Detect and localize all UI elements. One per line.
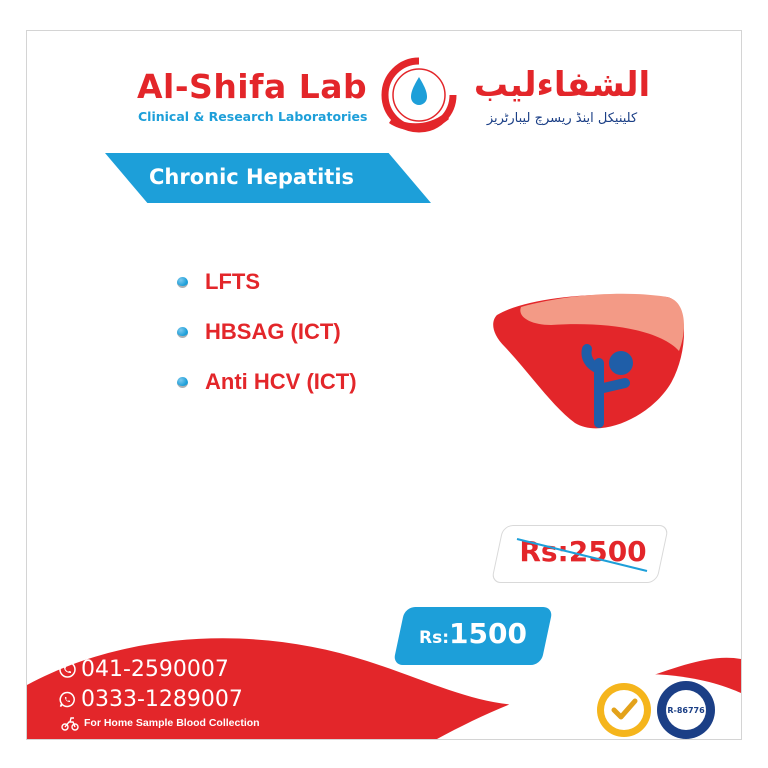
test-label: LFTS — [205, 269, 260, 294]
bullet-icon — [177, 327, 188, 338]
healthcare-commission-seal-icon — [655, 679, 717, 740]
panel-title: Chronic Hepatitis — [149, 165, 355, 189]
home-collection-note — [61, 715, 260, 731]
home-collection-text: For Home Sample Blood Collection — [84, 717, 260, 729]
phone-icon — [59, 661, 76, 678]
quality-assurance-badge-icon — [595, 681, 653, 739]
drop-in-hand-logo-icon — [379, 55, 459, 139]
registration-number: R-86776 — [667, 706, 705, 715]
phone-contact[interactable] — [59, 657, 229, 682]
test-label: Anti HCV (ICT) — [205, 369, 357, 394]
test-list — [177, 257, 357, 407]
bullet-icon — [177, 377, 188, 388]
phone-number: 041-2590007 — [81, 657, 229, 682]
bullet-icon — [177, 277, 188, 288]
new-price-amount: 1500 — [449, 617, 527, 650]
brand-urdu-subtitle: کلینیکل اینڈ ریسرچ لیبارٹریز — [486, 111, 638, 126]
whatsapp-number: 0333-1289007 — [81, 687, 243, 712]
motorbike-icon — [61, 715, 79, 731]
brand-urdu-name: الشفاءلیب — [473, 65, 651, 105]
liver-icon — [491, 291, 691, 441]
brand-name: Al-Shifa Lab — [137, 67, 368, 106]
old-price: Rs:2500 — [519, 535, 647, 568]
whatsapp-contact[interactable] — [59, 687, 243, 712]
brand-subtitle: Clinical & Research Laboratories — [138, 109, 368, 124]
new-price-currency: Rs: — [419, 628, 450, 648]
test-label: HBSAG (ICT) — [205, 319, 341, 344]
list-item — [177, 257, 357, 307]
whatsapp-icon — [59, 691, 76, 708]
list-item — [177, 357, 357, 407]
strikethrough-line — [507, 531, 657, 577]
promo-card — [26, 30, 742, 740]
list-item — [177, 307, 357, 357]
